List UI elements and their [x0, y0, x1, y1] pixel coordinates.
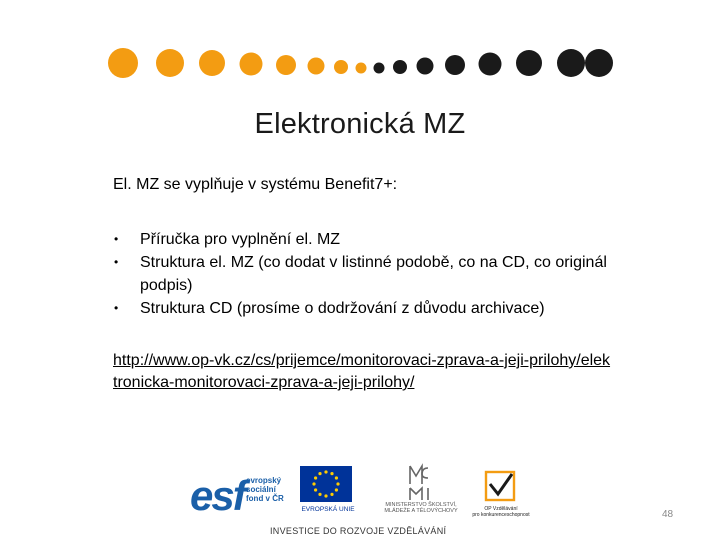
op-text-line: OP Vzdělávání	[484, 506, 518, 512]
dot-dark	[585, 49, 613, 77]
dot-orange	[108, 48, 138, 78]
msmt-emblem-icon	[376, 462, 466, 502]
op-vk-logo	[468, 466, 534, 522]
msmt-text-line: MINISTERSTVO ŠKOLSTVÍ,	[385, 502, 457, 508]
dot-dark	[417, 58, 434, 75]
dot-dark	[374, 63, 385, 74]
op-vk-emblem-icon	[468, 466, 534, 506]
eu-flag-icon	[300, 466, 352, 502]
eu-logo	[296, 466, 358, 522]
page-number: 48	[662, 509, 674, 520]
monitoring-report-link[interactable]: http://www.op-vk.cz/cs/prijemce/monitorovaci-zprava-a-jeji-prilohy/elektronicka-monitorovaci-zprava-a-jeji-prilohy/	[113, 352, 611, 391]
bullet-text: Struktura el. MZ (co dodat v listinné podobě, co na CD, co originál podpis)	[140, 254, 607, 294]
bullet-marker: •	[114, 301, 119, 315]
bullet-item	[113, 228, 613, 251]
decorative-dots-banner	[0, 0, 720, 110]
dot-orange	[356, 63, 367, 74]
dot-dark	[557, 49, 585, 77]
eu-logo-text: EVROPSKÁ UNIE	[301, 506, 355, 513]
dot-orange	[156, 49, 184, 77]
investice-tagline: INVESTICE DO ROZVOJE VZDĚLÁVÁNÍ	[270, 526, 447, 536]
dot-dark	[516, 50, 542, 76]
dot-orange	[276, 55, 296, 75]
dot-dark	[479, 53, 502, 76]
op-text-line: pro konkurenceschopnost	[472, 512, 530, 518]
bullet-list	[113, 228, 613, 320]
dot-dark	[393, 60, 407, 74]
msmt-logo-text	[376, 502, 466, 514]
slide-title: Elektronická MZ	[254, 108, 466, 140]
dot-orange	[240, 53, 263, 76]
op-vk-logo-text	[468, 506, 534, 518]
bullet-marker: •	[114, 255, 119, 269]
dot-orange	[308, 58, 325, 75]
intro-text: El. MZ se vyplňuje v systému Benefit7+:	[113, 176, 398, 193]
bullet-item	[113, 251, 613, 297]
esf-logo	[190, 466, 290, 518]
esf-logo-text	[246, 476, 284, 503]
msmt-text-line: MLÁDEŽE A TĚLOVÝCHOVY	[384, 508, 458, 514]
msmt-logo	[376, 462, 466, 518]
bullet-item	[113, 297, 613, 320]
bullet-text: Příručka pro vyplnění el. MZ	[140, 231, 341, 248]
bullet-marker: •	[114, 232, 119, 246]
dot-dark	[445, 55, 465, 75]
dot-orange	[334, 60, 348, 74]
esf-logo-word: esf	[190, 472, 245, 519]
dot-orange	[199, 50, 225, 76]
footer-logos	[190, 462, 530, 540]
esf-text-line: sociální	[246, 485, 276, 494]
esf-text-line: evropský	[246, 476, 282, 485]
bullet-text: Struktura CD (prosíme o dodržování z důvodu archivace)	[140, 300, 545, 317]
esf-text-line: fond v ČR	[246, 494, 284, 503]
